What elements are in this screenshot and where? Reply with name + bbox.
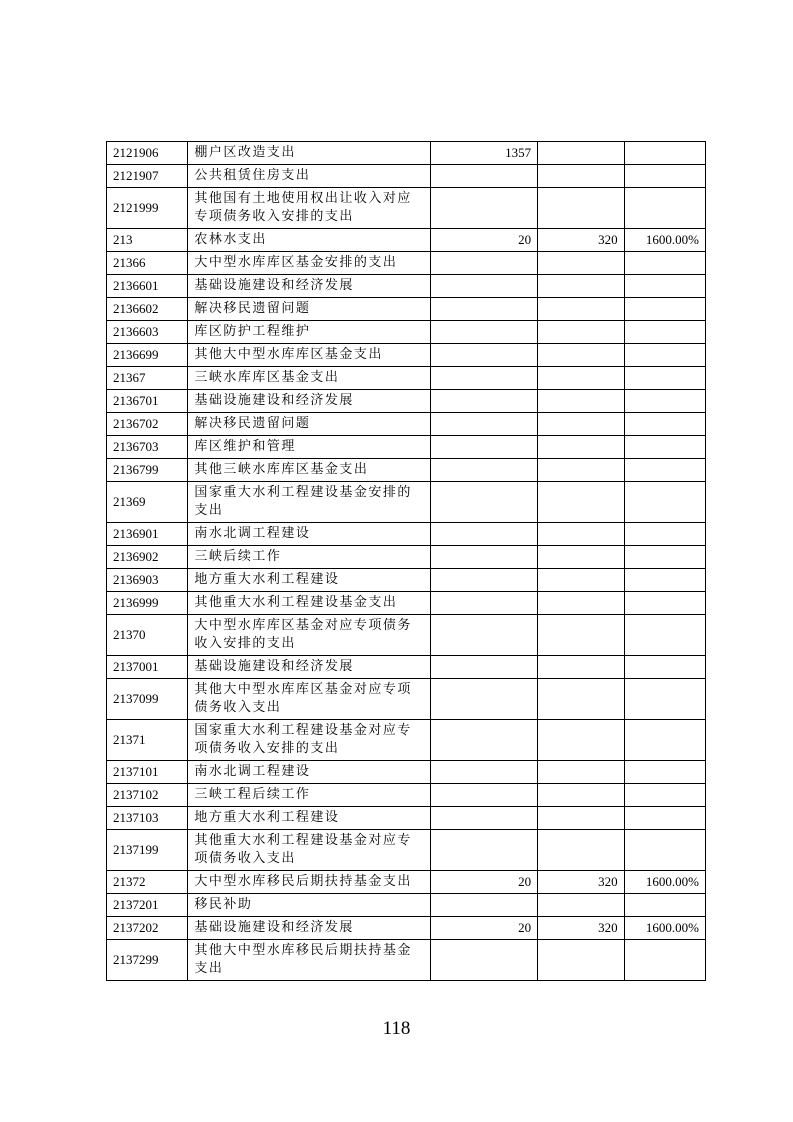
table-row — [107, 592, 706, 615]
row-value-2 — [538, 615, 624, 656]
row-name: 其他大中型水库移民后期扶持基金支出 — [188, 940, 430, 981]
row-code: 2136903 — [107, 569, 188, 592]
row-name: 大中型水库移民后期扶持基金支出 — [188, 871, 430, 894]
row-value-1 — [430, 830, 538, 871]
row-value-1 — [430, 298, 538, 321]
row-name: 解决移民遗留问题 — [188, 413, 430, 436]
row-value-2 — [538, 142, 624, 165]
row-value-3: 1600.00% — [624, 229, 705, 252]
row-value-2 — [538, 252, 624, 275]
row-value-3 — [624, 367, 705, 390]
row-value-3 — [624, 482, 705, 523]
row-value-2 — [538, 784, 624, 807]
table-row — [107, 615, 706, 656]
row-value-2 — [538, 275, 624, 298]
row-value-3 — [624, 165, 705, 188]
row-value-2 — [538, 436, 624, 459]
row-value-1 — [430, 367, 538, 390]
row-value-3 — [624, 894, 705, 917]
row-value-1 — [430, 321, 538, 344]
row-value-2 — [538, 592, 624, 615]
row-code: 2136703 — [107, 436, 188, 459]
row-name: 大中型水库库区基金安排的支出 — [188, 252, 430, 275]
row-value-2 — [538, 894, 624, 917]
row-name: 基础设施建设和经济发展 — [188, 390, 430, 413]
row-value-2 — [538, 188, 624, 229]
row-value-3 — [624, 390, 705, 413]
row-value-1 — [430, 390, 538, 413]
row-value-1 — [430, 413, 538, 436]
row-value-3 — [624, 784, 705, 807]
table-row — [107, 298, 706, 321]
row-value-3 — [624, 298, 705, 321]
row-name: 基础设施建设和经济发展 — [188, 275, 430, 298]
table-row — [107, 252, 706, 275]
row-value-2 — [538, 807, 624, 830]
row-value-1: 1357 — [430, 142, 538, 165]
table-row — [107, 830, 706, 871]
row-value-1 — [430, 546, 538, 569]
row-value-3 — [624, 830, 705, 871]
row-name: 地方重大水利工程建设 — [188, 569, 430, 592]
row-name: 公共租赁住房支出 — [188, 165, 430, 188]
row-value-1 — [430, 344, 538, 367]
table-row — [107, 275, 706, 298]
row-name: 其他国有土地使用权出让收入对应专项债务收入安排的支出 — [188, 188, 430, 229]
budget-table — [106, 141, 706, 981]
row-value-1 — [430, 436, 538, 459]
row-value-2 — [538, 344, 624, 367]
row-code: 2137202 — [107, 917, 188, 940]
row-value-3 — [624, 656, 705, 679]
row-code: 2137199 — [107, 830, 188, 871]
row-value-1 — [430, 275, 538, 298]
row-value-2 — [538, 367, 624, 390]
row-code: 2137101 — [107, 761, 188, 784]
table-row — [107, 784, 706, 807]
row-name: 其他大中型水库库区基金支出 — [188, 344, 430, 367]
row-code: 2136603 — [107, 321, 188, 344]
row-value-1 — [430, 894, 538, 917]
row-value-1 — [430, 569, 538, 592]
table-row — [107, 482, 706, 523]
table-row — [107, 321, 706, 344]
row-value-3 — [624, 344, 705, 367]
row-code: 2137201 — [107, 894, 188, 917]
row-value-2 — [538, 940, 624, 981]
table-row — [107, 413, 706, 436]
table-row — [107, 523, 706, 546]
row-value-3 — [624, 275, 705, 298]
row-value-1 — [430, 807, 538, 830]
row-value-2 — [538, 830, 624, 871]
row-value-3 — [624, 615, 705, 656]
row-code: 2137103 — [107, 807, 188, 830]
table-row — [107, 165, 706, 188]
row-name: 库区防护工程维护 — [188, 321, 430, 344]
row-value-1 — [430, 165, 538, 188]
table-row — [107, 679, 706, 720]
table-row — [107, 188, 706, 229]
row-value-2 — [538, 656, 624, 679]
row-value-3 — [624, 459, 705, 482]
row-name: 基础设施建设和经济发展 — [188, 917, 430, 940]
row-name: 棚户区改造支出 — [188, 142, 430, 165]
table-row — [107, 390, 706, 413]
table-row — [107, 569, 706, 592]
row-code: 21372 — [107, 871, 188, 894]
row-code: 2121999 — [107, 188, 188, 229]
row-code: 2136701 — [107, 390, 188, 413]
row-value-2 — [538, 720, 624, 761]
row-name: 其他大中型水库库区基金对应专项债务收入支出 — [188, 679, 430, 720]
table-row — [107, 720, 706, 761]
row-name: 库区维护和管理 — [188, 436, 430, 459]
row-name: 南水北调工程建设 — [188, 761, 430, 784]
row-name: 大中型水库库区基金对应专项债务收入安排的支出 — [188, 615, 430, 656]
row-code: 2136602 — [107, 298, 188, 321]
row-value-1 — [430, 784, 538, 807]
row-value-3 — [624, 592, 705, 615]
row-code: 2136702 — [107, 413, 188, 436]
row-value-1 — [430, 720, 538, 761]
row-name: 三峡工程后续工作 — [188, 784, 430, 807]
row-value-3 — [624, 252, 705, 275]
row-code: 2121907 — [107, 165, 188, 188]
row-name: 国家重大水利工程建设基金安排的支出 — [188, 482, 430, 523]
row-value-1 — [430, 679, 538, 720]
row-value-3 — [624, 188, 705, 229]
row-code: 21369 — [107, 482, 188, 523]
row-value-3 — [624, 761, 705, 784]
row-value-3 — [624, 523, 705, 546]
row-code: 2137102 — [107, 784, 188, 807]
row-code: 21371 — [107, 720, 188, 761]
row-name: 其他三峡水库库区基金支出 — [188, 459, 430, 482]
row-value-1: 20 — [430, 229, 538, 252]
row-code: 2136601 — [107, 275, 188, 298]
row-code: 21370 — [107, 615, 188, 656]
row-value-2: 320 — [538, 871, 624, 894]
row-code: 21367 — [107, 367, 188, 390]
row-value-2 — [538, 298, 624, 321]
row-value-3 — [624, 546, 705, 569]
row-value-2 — [538, 459, 624, 482]
row-value-1 — [430, 188, 538, 229]
row-code: 2136901 — [107, 523, 188, 546]
row-code: 2136999 — [107, 592, 188, 615]
row-name: 三峡后续工作 — [188, 546, 430, 569]
table-body — [107, 142, 706, 981]
row-value-3: 1600.00% — [624, 871, 705, 894]
row-value-3 — [624, 807, 705, 830]
row-value-3 — [624, 679, 705, 720]
row-name: 其他重大水利工程建设基金支出 — [188, 592, 430, 615]
row-value-3 — [624, 940, 705, 981]
row-value-1: 20 — [430, 917, 538, 940]
table-row — [107, 656, 706, 679]
table-row — [107, 344, 706, 367]
row-value-2 — [538, 679, 624, 720]
row-name: 地方重大水利工程建设 — [188, 807, 430, 830]
row-value-2 — [538, 761, 624, 784]
page-number: 118 — [382, 1018, 411, 1039]
row-value-2 — [538, 390, 624, 413]
row-value-3 — [624, 413, 705, 436]
row-value-1 — [430, 615, 538, 656]
row-value-2 — [538, 413, 624, 436]
row-value-1 — [430, 523, 538, 546]
row-code: 2136699 — [107, 344, 188, 367]
row-value-2 — [538, 523, 624, 546]
row-name: 解决移民遗留问题 — [188, 298, 430, 321]
row-name: 基础设施建设和经济发展 — [188, 656, 430, 679]
row-value-3: 1600.00% — [624, 917, 705, 940]
row-value-3 — [624, 569, 705, 592]
row-code: 2136799 — [107, 459, 188, 482]
row-name: 其他重大水利工程建设基金对应专项债务收入支出 — [188, 830, 430, 871]
table-row — [107, 546, 706, 569]
row-value-1 — [430, 459, 538, 482]
row-code: 2121906 — [107, 142, 188, 165]
table-row — [107, 436, 706, 459]
row-name: 移民补助 — [188, 894, 430, 917]
row-code: 2137001 — [107, 656, 188, 679]
row-value-2 — [538, 165, 624, 188]
row-value-2 — [538, 482, 624, 523]
row-value-2 — [538, 321, 624, 344]
row-name: 三峡水库库区基金支出 — [188, 367, 430, 390]
row-value-1 — [430, 656, 538, 679]
table-row — [107, 871, 706, 894]
table-row — [107, 894, 706, 917]
table-row — [107, 807, 706, 830]
row-name: 国家重大水利工程建设基金对应专项债务收入安排的支出 — [188, 720, 430, 761]
row-code: 2137299 — [107, 940, 188, 981]
row-value-2: 320 — [538, 917, 624, 940]
row-value-3 — [624, 142, 705, 165]
row-value-3 — [624, 436, 705, 459]
table-row — [107, 229, 706, 252]
table-row — [107, 142, 706, 165]
row-value-3 — [624, 321, 705, 344]
table-row — [107, 761, 706, 784]
row-value-1 — [430, 252, 538, 275]
row-value-1 — [430, 940, 538, 981]
row-name: 南水北调工程建设 — [188, 523, 430, 546]
row-value-2 — [538, 546, 624, 569]
row-code: 21366 — [107, 252, 188, 275]
row-code: 2136902 — [107, 546, 188, 569]
table-row — [107, 917, 706, 940]
row-value-1: 20 — [430, 871, 538, 894]
table-row — [107, 459, 706, 482]
table-row — [107, 367, 706, 390]
row-value-1 — [430, 761, 538, 784]
row-value-2: 320 — [538, 229, 624, 252]
row-code: 213 — [107, 229, 188, 252]
row-name: 农林水支出 — [188, 229, 430, 252]
row-value-2 — [538, 569, 624, 592]
table-row — [107, 940, 706, 981]
row-value-3 — [624, 720, 705, 761]
row-value-1 — [430, 592, 538, 615]
row-value-1 — [430, 482, 538, 523]
row-code: 2137099 — [107, 679, 188, 720]
